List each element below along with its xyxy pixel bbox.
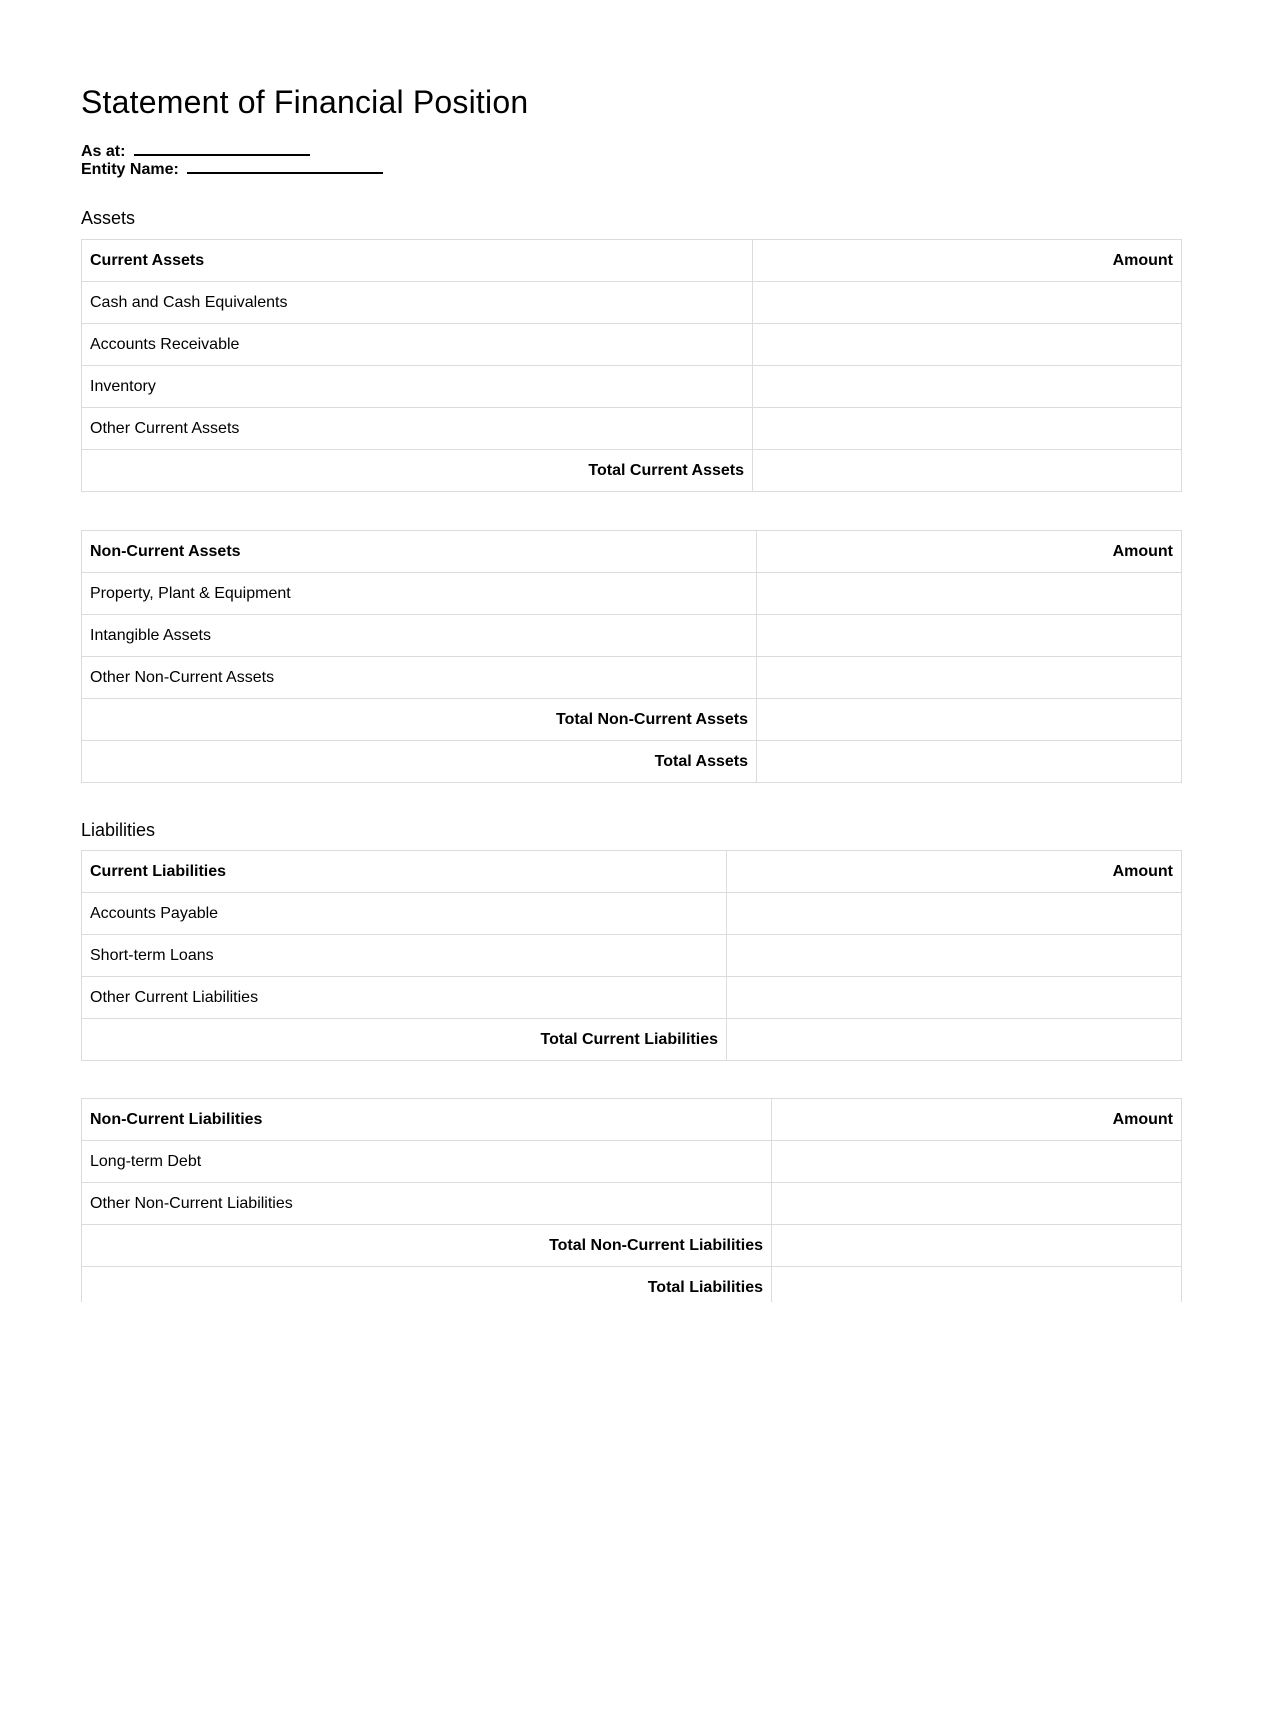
amount-cell[interactable] bbox=[727, 893, 1182, 935]
assets-heading: Assets bbox=[81, 208, 136, 228]
row-label: Inventory bbox=[82, 366, 753, 408]
amount-cell[interactable] bbox=[753, 366, 1182, 408]
row-label: Other Non-Current Assets bbox=[82, 657, 757, 699]
current-assets-table bbox=[81, 239, 1182, 492]
row-label: Other Current Liabilities bbox=[82, 977, 727, 1019]
total-label: Total Liabilities bbox=[82, 1267, 772, 1303]
non-current-liabilities-table bbox=[81, 1098, 1182, 1302]
table-row bbox=[82, 657, 1182, 699]
amount-cell[interactable] bbox=[757, 615, 1182, 657]
total-amount-cell[interactable] bbox=[772, 1225, 1182, 1267]
amount-cell[interactable] bbox=[753, 324, 1182, 366]
table-header-row bbox=[82, 531, 1182, 573]
table-row bbox=[82, 893, 1182, 935]
total-row bbox=[82, 741, 1182, 783]
liabilities-heading: Liabilities bbox=[81, 820, 156, 840]
total-row bbox=[82, 1225, 1182, 1267]
table-row bbox=[82, 324, 1182, 366]
amount-cell[interactable] bbox=[727, 935, 1182, 977]
amount-header: Amount bbox=[727, 851, 1182, 893]
table-row bbox=[82, 615, 1182, 657]
total-amount-cell[interactable] bbox=[772, 1267, 1182, 1303]
table-row bbox=[82, 366, 1182, 408]
amount-cell[interactable] bbox=[772, 1141, 1182, 1183]
amount-cell[interactable] bbox=[757, 657, 1182, 699]
row-label: Cash and Cash Equivalents bbox=[82, 282, 753, 324]
current-liabilities-table bbox=[81, 850, 1182, 1061]
entity-name-label: Entity Name: bbox=[81, 161, 179, 178]
table-row bbox=[82, 1183, 1182, 1225]
table-row bbox=[82, 1141, 1182, 1183]
total-amount-cell[interactable] bbox=[753, 450, 1182, 492]
row-label: Other Current Assets bbox=[82, 408, 753, 450]
page-title: Statement of Financial Position bbox=[81, 84, 529, 120]
row-label: Accounts Receivable bbox=[82, 324, 753, 366]
amount-header: Amount bbox=[753, 240, 1182, 282]
table-row bbox=[82, 282, 1182, 324]
amount-cell[interactable] bbox=[757, 573, 1182, 615]
table-header-row bbox=[82, 240, 1182, 282]
total-amount-cell[interactable] bbox=[727, 1019, 1182, 1061]
amount-cell[interactable] bbox=[753, 408, 1182, 450]
current-liabilities-header: Current Liabilities bbox=[82, 851, 727, 893]
table-row bbox=[82, 573, 1182, 615]
total-row bbox=[82, 1267, 1182, 1303]
amount-cell[interactable] bbox=[753, 282, 1182, 324]
total-label: Total Non-Current Liabilities bbox=[82, 1225, 772, 1267]
amount-cell[interactable] bbox=[772, 1183, 1182, 1225]
amount-cell[interactable] bbox=[727, 977, 1182, 1019]
total-row bbox=[82, 699, 1182, 741]
entity-name-line bbox=[81, 159, 383, 179]
table-row bbox=[82, 977, 1182, 1019]
total-amount-cell[interactable] bbox=[757, 699, 1182, 741]
row-label: Short-term Loans bbox=[82, 935, 727, 977]
row-label: Other Non-Current Liabilities bbox=[82, 1183, 772, 1225]
row-label: Accounts Payable bbox=[82, 893, 727, 935]
amount-header: Amount bbox=[757, 531, 1182, 573]
row-label: Long-term Debt bbox=[82, 1141, 772, 1183]
total-label: Total Assets bbox=[82, 741, 757, 783]
non-current-assets-header: Non-Current Assets bbox=[82, 531, 757, 573]
table-row bbox=[82, 935, 1182, 977]
amount-header: Amount bbox=[772, 1099, 1182, 1141]
non-current-liabilities-header: Non-Current Liabilities bbox=[82, 1099, 772, 1141]
row-label: Property, Plant & Equipment bbox=[82, 573, 757, 615]
row-label: Intangible Assets bbox=[82, 615, 757, 657]
as-at-label: As at: bbox=[81, 143, 126, 160]
entity-name-field[interactable] bbox=[187, 159, 383, 174]
table-header-row bbox=[82, 1099, 1182, 1141]
total-row bbox=[82, 1019, 1182, 1061]
table-header-row bbox=[82, 851, 1182, 893]
total-label: Total Current Assets bbox=[82, 450, 753, 492]
total-row bbox=[82, 450, 1182, 492]
total-label: Total Non-Current Assets bbox=[82, 699, 757, 741]
non-current-liabilities-clip bbox=[81, 1098, 1182, 1302]
current-assets-header: Current Assets bbox=[82, 240, 753, 282]
non-current-assets-table bbox=[81, 530, 1182, 783]
as-at-field[interactable] bbox=[134, 141, 310, 156]
total-amount-cell[interactable] bbox=[757, 741, 1182, 783]
table-row bbox=[82, 408, 1182, 450]
as-at-line bbox=[81, 141, 310, 161]
total-label: Total Current Liabilities bbox=[82, 1019, 727, 1061]
